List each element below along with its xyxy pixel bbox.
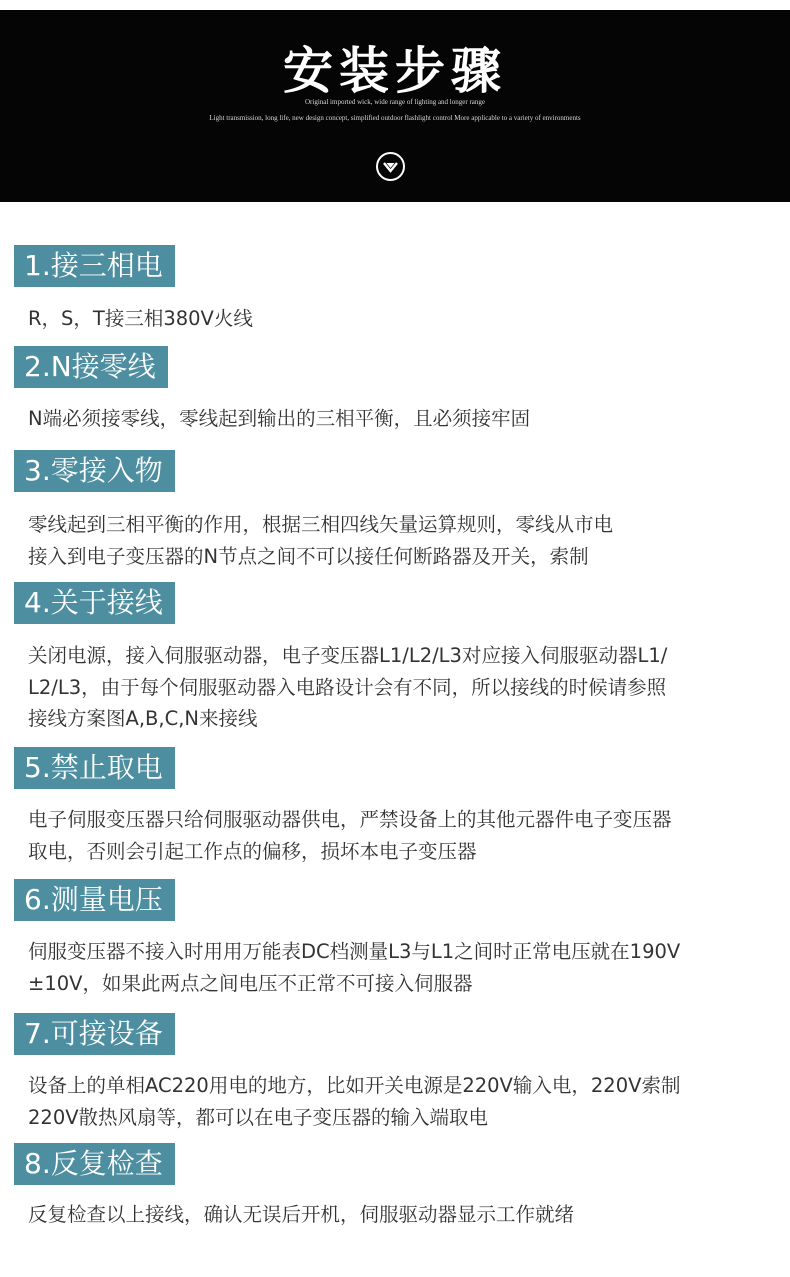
header-banner: [0, 10, 790, 202]
banner-subtitle-1: Original imported wick, wide range of lighting and longer range: [304, 98, 485, 106]
chevron-down-circle-icon: [375, 151, 406, 182]
section-body-5: [28, 804, 776, 867]
section-body-1: [28, 303, 776, 335]
section-4-line-2: L2/L3，由于每个伺服驱动器入电路设计会有不同，所以接线的时候请参照: [28, 675, 667, 699]
section-1-line-1: R，S，T接三相380V火线: [28, 307, 253, 330]
page-title: 安装步骤: [283, 42, 507, 100]
section-4-line-1: 关闭电源，接入伺服驱动器，电子变压器L1/L2/L3对应接入伺服驱动器L1/: [28, 644, 668, 667]
section-body-2: [28, 403, 776, 435]
section-heading-2: 2.N接零线: [14, 346, 168, 388]
section-body-3: [28, 509, 776, 572]
section-5-line-2: 取电，否则会引起工作点的偏移，损坏本电子变压器: [28, 839, 477, 863]
section-heading-6: 6.测量电压: [14, 879, 175, 921]
section-5-line-1: 电子伺服变压器只给伺服驱动器供电，严禁设备上的其他元器件电子变压器: [28, 808, 672, 831]
section-7-line-2: 220V散热风扇等，都可以在电子变压器的输入端取电: [28, 1105, 489, 1129]
section-body-7: [28, 1070, 776, 1133]
section-6-line-2: ±10V，如果此两点之间电压不正常不可接入伺服器: [28, 971, 473, 995]
section-heading-4: 4.关于接线: [14, 582, 175, 624]
section-6-line-1: 伺服变压器不接入时用用万能表DC档测量L3与L1之间时正常电压就在190V: [28, 940, 681, 963]
section-heading-5: 5.禁止取电: [14, 747, 175, 789]
section-7-line-1: 设备上的单相AC220用电的地方，比如开关电源是220V输入电，220V索制: [28, 1074, 681, 1097]
section-3-line-2: 接入到电子变压器的N节点之间不可以接任何断路器及开关，索制: [28, 544, 589, 568]
banner-subtitle-2: Light transmission, long life, new design concept, simplified outdoor flashlight control More applicable to a variety of environments: [209, 114, 581, 122]
section-3-line-1: 零线起到三相平衡的作用，根据三相四线矢量运算规则，零线从市电: [28, 513, 614, 536]
section-4-line-3: 接线方案图A,B,C,N来接线: [28, 707, 258, 730]
section-body-4: [28, 640, 776, 735]
section-8-line-1: 反复检查以上接线，确认无误后开机，伺服驱动器显示工作就绪: [28, 1203, 575, 1226]
section-heading-8: 8.反复检查: [14, 1143, 175, 1185]
section-heading-3: 3.零接入物: [14, 450, 175, 492]
section-heading-1: 1.接三相电: [14, 245, 175, 287]
section-body-6: [28, 936, 776, 999]
section-body-8: [28, 1199, 776, 1231]
section-heading-7: 7.可接设备: [14, 1013, 175, 1055]
section-2-line-1: N端必须接零线，零线起到输出的三相平衡，且必须接牢固: [28, 407, 531, 430]
